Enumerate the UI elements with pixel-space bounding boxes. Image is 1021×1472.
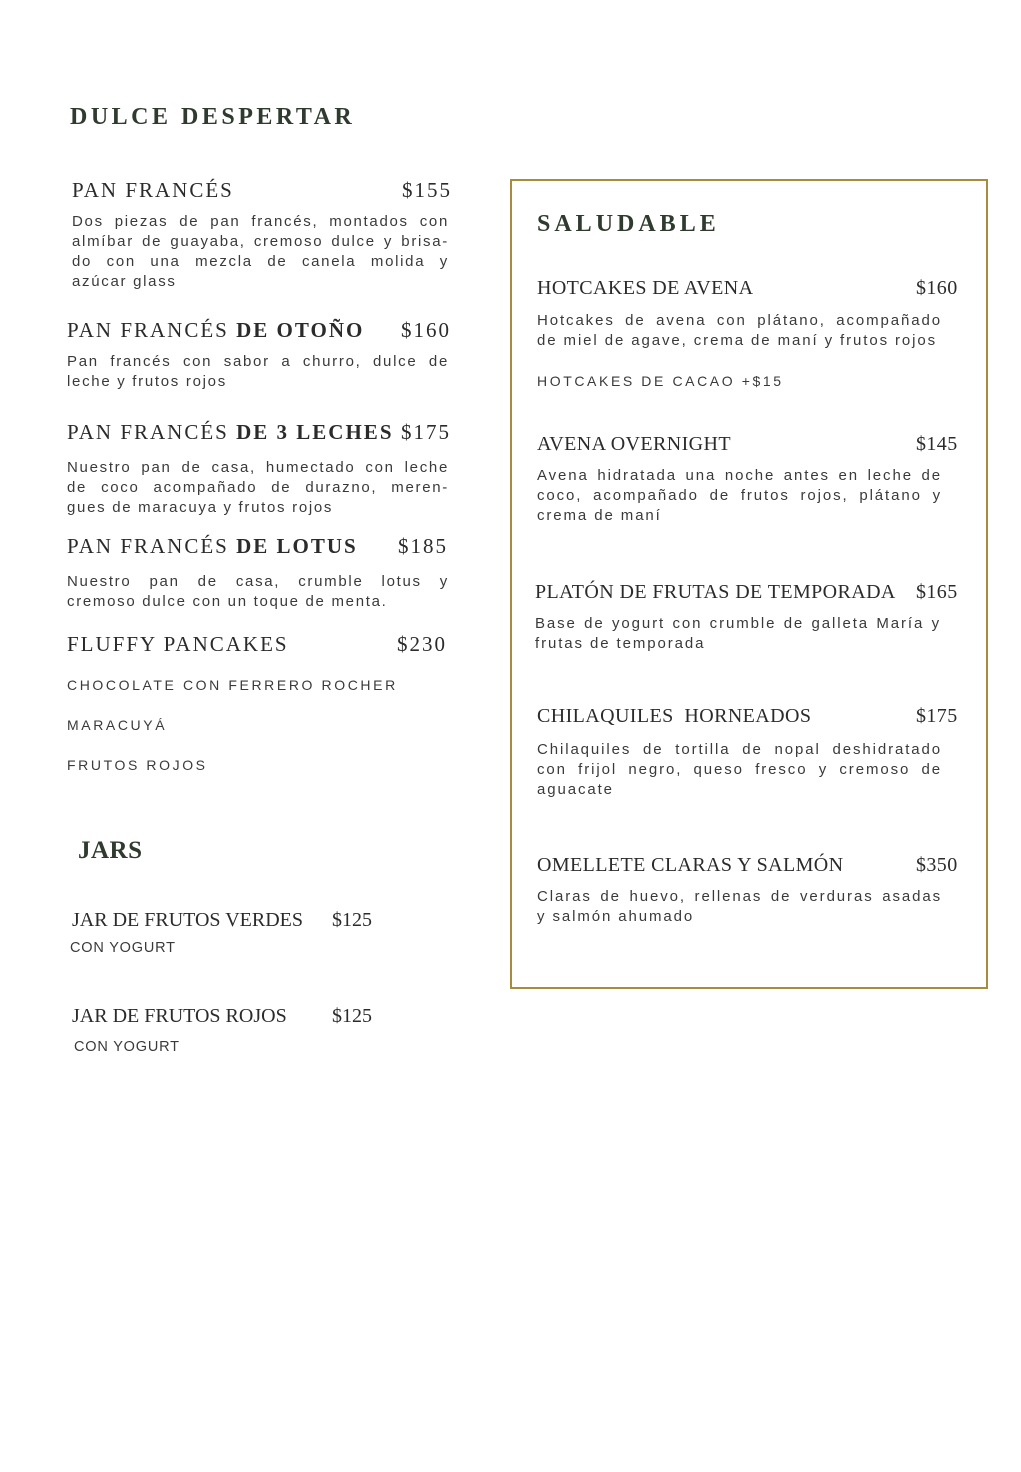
menu-item-title	[67, 419, 394, 445]
section-title-dulce-despertar: DULCE DESPERTAR	[70, 104, 356, 130]
menu-item-price: $145	[916, 433, 958, 455]
menu-item-description	[537, 740, 942, 800]
menu-item-name: FLUFFY PANCAKES	[67, 632, 289, 656]
menu-item-description	[67, 352, 449, 392]
menu-item-price: $175	[401, 420, 451, 444]
description-line: aguacate	[537, 781, 614, 798]
description-line: y salmón ahumado	[537, 908, 695, 925]
description-line: Pan francés con sabor a churro, dulce de	[67, 353, 449, 370]
menu-item-name: PAN FRANCÉS	[67, 534, 229, 558]
menu-item-price: $125	[332, 1005, 372, 1027]
menu-item-price: $230	[397, 632, 447, 656]
menu-item-name: HOTCAKES DE AVENA	[537, 277, 754, 299]
description-line: frutas de temporada	[535, 635, 706, 652]
menu-item-name: AVENA OVERNIGHT	[537, 433, 731, 455]
menu-item-name: PAN FRANCÉS	[72, 178, 234, 202]
description-line: Hotcakes de avena con plátano, acompañado	[537, 312, 942, 329]
description-line: Claras de huevo, rellenas de verduras asadas	[537, 888, 942, 905]
description-line: cremoso dulce con un toque de menta.	[67, 593, 388, 610]
section-title-jars: JARS	[78, 837, 143, 864]
menu-item-name: PAN FRANCÉS	[67, 318, 229, 342]
menu-item-price: $175	[916, 705, 958, 727]
description-line: de miel de agave, crema de maní y frutos rojos	[537, 332, 938, 349]
description-line: azúcar glass	[72, 273, 177, 290]
menu-item-option: CHOCOLATE CON FERRERO ROCHER	[67, 677, 398, 693]
menu-item-name-bold: DE OTOÑO	[236, 318, 365, 342]
menu-item-price: $160	[916, 277, 958, 299]
menu-item-price: $155	[402, 178, 452, 202]
menu-item-description	[67, 572, 449, 612]
menu-item-name-bold: DE 3 LECHES	[236, 420, 394, 444]
menu-item-option: FRUTOS ROJOS	[67, 757, 208, 773]
menu-item-price: $165	[916, 581, 958, 603]
menu-item-description	[72, 212, 449, 292]
menu-item-extra: HOTCAKES DE CACAO +$15	[537, 373, 784, 389]
description-line: con frijol negro, queso fresco y cremoso de	[537, 761, 942, 778]
menu-item-title	[67, 533, 358, 559]
description-line: Avena hidratada una noche antes en leche de	[537, 467, 942, 484]
menu-item-description	[537, 466, 942, 526]
menu-item-name-bold: DE LOTUS	[236, 534, 358, 558]
menu-item-name: CHILAQUILES HORNEADOS	[537, 705, 812, 727]
menu-item-description	[535, 614, 941, 654]
menu-item-price: $185	[398, 534, 448, 558]
description-line: crema de maní	[537, 507, 662, 524]
description-line: Dos piezas de pan francés, montados con	[72, 213, 449, 230]
section-title-saludable: SALUDABLE	[537, 211, 720, 237]
description-line: coco, acompañado de frutos rojos, plátano y	[537, 487, 942, 504]
description-line: de coco acompañado de durazno, meren-	[67, 479, 449, 496]
menu-item-title	[67, 631, 289, 657]
menu-item-name: JAR DE FRUTOS ROJOS	[72, 1005, 287, 1027]
description-line: do con una mezcla de canela molida y	[72, 253, 449, 270]
menu-item-title	[67, 317, 364, 343]
menu-item-note: CON YOGURT	[70, 940, 176, 956]
description-line: almíbar de guayaba, cremoso dulce y brisa-	[72, 233, 449, 250]
menu-item-description	[537, 311, 942, 351]
description-line: Nuestro pan de casa, humectado con leche	[67, 459, 449, 476]
menu-item-name: PAN FRANCÉS	[67, 420, 229, 444]
menu-item-price: $125	[332, 909, 372, 931]
menu-item-note: CON YOGURT	[74, 1039, 180, 1055]
menu-item-price: $350	[916, 854, 958, 876]
menu-item-option: MARACUYÁ	[67, 717, 168, 733]
description-line: leche y frutos rojos	[67, 373, 227, 390]
menu-item-description	[67, 458, 449, 518]
description-line: gues de maracuya y frutos rojos	[67, 499, 334, 516]
description-line: Base de yogurt con crumble de galleta María y	[535, 615, 941, 632]
menu-item-name: JAR DE FRUTOS VERDES	[72, 909, 303, 931]
menu-item-price: $160	[401, 318, 451, 342]
menu-item-title	[72, 177, 234, 203]
description-line: Chilaquiles de tortilla de nopal deshidratado	[537, 741, 942, 758]
menu-item-name: OMELLETE CLARAS Y SALMÓN	[537, 854, 844, 876]
menu-item-name: PLATÓN DE FRUTAS DE TEMPORADA	[535, 581, 896, 603]
menu-item-description	[537, 887, 942, 927]
description-line: Nuestro pan de casa, crumble lotus y	[67, 573, 449, 590]
